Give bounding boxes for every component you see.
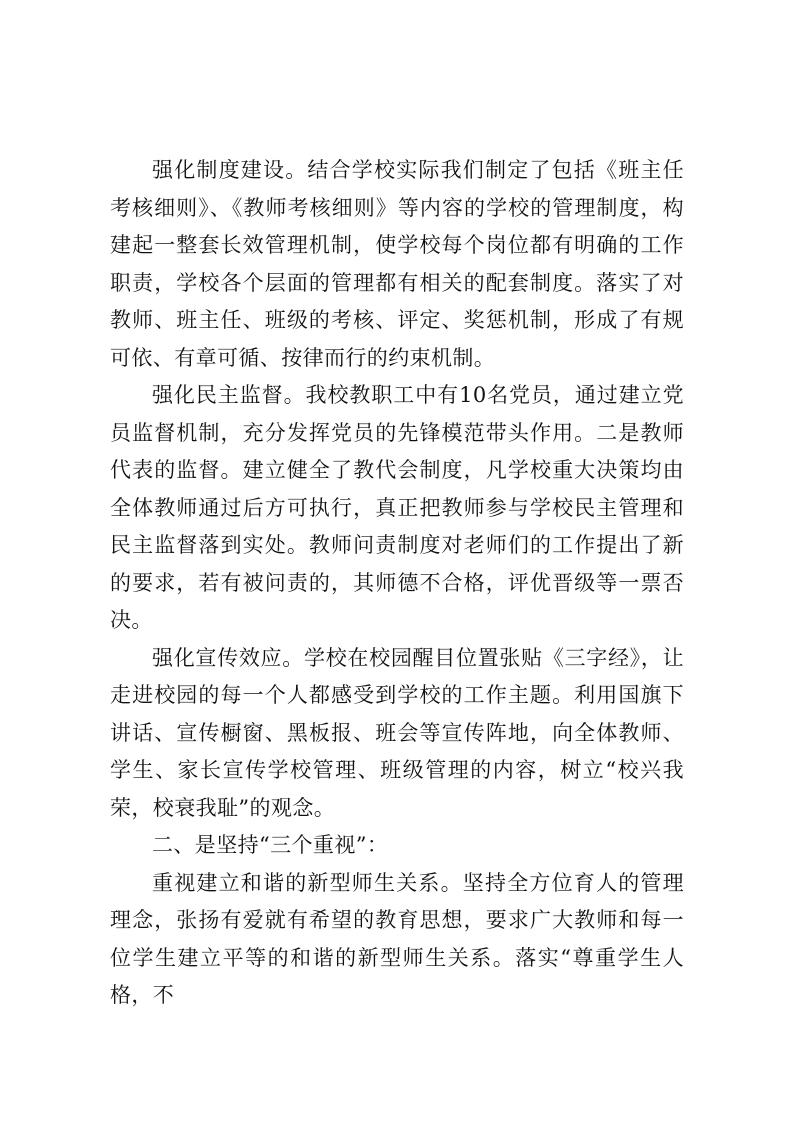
section-heading: 二、是坚持“三个重视”： xyxy=(152,833,389,857)
paragraph-democratic-supervision: 强化民主监督。我校教职工中有10名党员，通过建立党员监督机制，充分发挥党员的先锋模范带头作用。二是教师代表的监督。建立健全了教代会制度，凡学校重大决策均由全体教师通过后方可执行，真正把教师参与学校民主管理和民主监督落到实处。教师问责制度对老师们的工作提出了新的要求，若有被问责的，其师德不合格，评优晋级等一票否决。 xyxy=(110,383,684,632)
paragraph-teacher-student-relations: 重视建立和谐的新型师生关系。坚持全方位育人的管理理念，张扬有爱就有希望的教育思想，要求广大教师和每一位学生建立平等的和谐的新型师生关系。落实“尊重学生人格，不 xyxy=(110,870,684,1007)
document-body xyxy=(110,152,684,1015)
paragraph-publicity-effect: 强化宣传效应。学校在校园醒目位置张贴《三字经》，让走进校园的每一个人都感受到学校的工作主题。利用国旗下讲话、宣传橱窗、黑板报、班会等宣传阵地，向全体教师、学生、家长宣传学校管理、班级管理的内容，树立“校兴我荣，校衰我耻”的观念。 xyxy=(110,645,684,820)
paragraph-system-building: 强化制度建设。结合学校实际我们制定了包括《班主任考核细则》、《教师考核细则》等内容的学校的管理制度，构建起一整套长效管理机制，使学校每个岗位都有明确的工作职责，学校各个层面的管理都有相关的配套制度。落实了对教师、班主任、班级的考核、评定、奖惩机制，形成了有规可依、有章可循、按律而行的约束机制。 xyxy=(110,158,684,370)
